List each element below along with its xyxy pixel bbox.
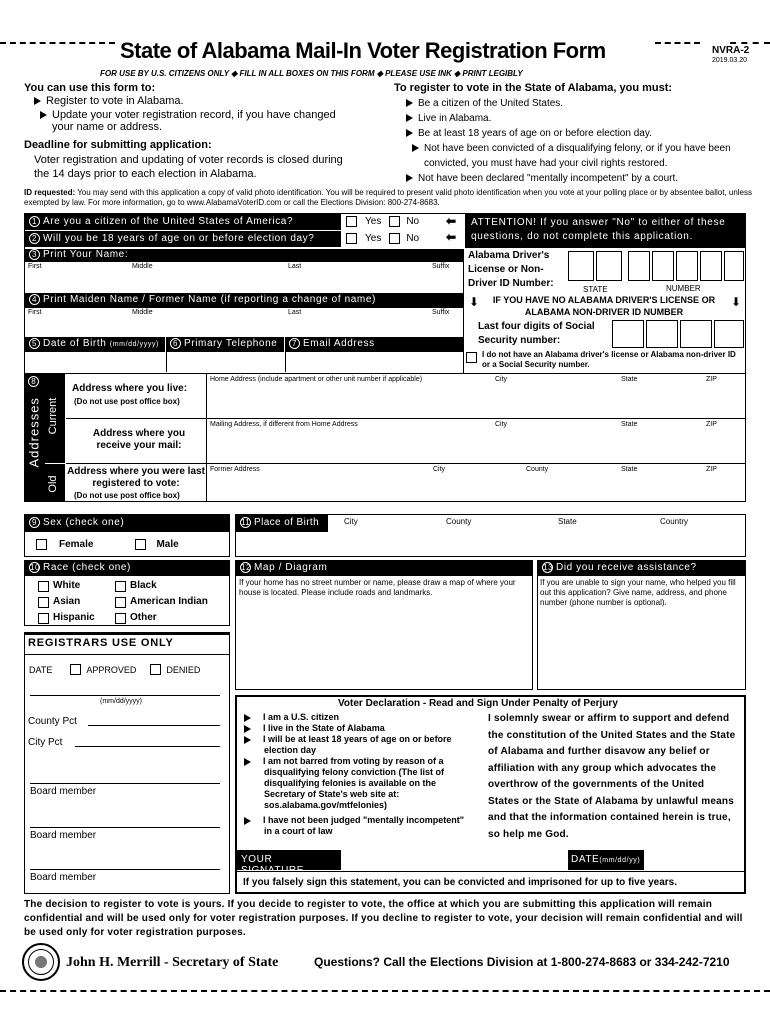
name-first: First — [28, 263, 42, 270]
ssn-box[interactable] — [646, 320, 678, 348]
former-address-input[interactable] — [207, 464, 745, 501]
declaration-item: I am not barred from voting by reason of a disqualifying felony conviction (The list of disqualifying felonies is available on the Secretary of State's web site at: sos.alabama.gov/mtfelonies) — [244, 756, 474, 811]
q2-banner: 2 Will you be 18 years of age on or before election day? — [25, 231, 341, 247]
questions-text: Questions? Call the Elections Division at 1-800-274-8683 or 334-242-7210 — [314, 955, 730, 969]
q1-options: Yes No — [346, 216, 419, 227]
maiden-middle: Middle — [132, 309, 153, 316]
arrow-left-icon: ⬅ — [446, 214, 457, 228]
must-list — [406, 96, 756, 186]
declaration-items — [244, 712, 474, 837]
number-label: NUMBER — [666, 284, 701, 293]
use-item: Register to vote in Alabama. — [34, 95, 354, 107]
q11-banner: 11 Place of Birth — [236, 515, 328, 532]
must-item: Be at least 18 years of age on or before election day. — [406, 126, 756, 141]
city-pct-label: City Pct — [28, 737, 63, 748]
email-input[interactable] — [285, 352, 463, 372]
registrars-heading: REGISTRARS USE ONLY — [28, 637, 174, 649]
q5-banner: 5 Date of Birth (mm/dd/yyyy) — [25, 337, 165, 352]
signature-label: YOUR SIGNATURE — [237, 850, 341, 870]
use-item: Update your voter registration record, if you have changed your name or address. — [34, 109, 354, 133]
q10-banner: 10 Race (check one) — [25, 561, 229, 576]
mailing-address-label: Mailing Address, if different from Home Address — [210, 421, 358, 428]
alabama-seal-icon — [22, 943, 60, 981]
sex-options: Female Male — [36, 539, 179, 550]
q6-banner: 6 Primary Telephone — [166, 337, 284, 352]
home-address-label: Home Address (include apartment or other unit number if applicable) — [210, 376, 423, 383]
former-county-label: County — [526, 466, 549, 473]
no-id-text: I do not have an Alabama driver's license or Alabama non-driver ID or a Social Security number. — [482, 350, 736, 369]
phone-input[interactable] — [166, 352, 284, 372]
no-po-note: (Do not use post office box) — [74, 397, 180, 406]
form-subtitle: FOR USE BY U.S. CITIZENS ONLY ◆ FILL IN ALL BOXES ON THIS FORM ◆ PLEASE USE INK ◆ PRINT LEGIBLY — [100, 69, 523, 78]
license-state-box[interactable] — [596, 251, 622, 281]
birth-country-label: Country — [660, 517, 689, 526]
q2-yes-checkbox[interactable] — [346, 233, 357, 244]
old-label: Old — [47, 475, 59, 493]
license-number-box[interactable] — [628, 251, 650, 281]
assistance-description: If you are unable to sign your name, who helped you fill out this application? Give name, address, and phone number (phone number is optional). — [540, 578, 736, 607]
maiden-suffix: Suffix — [432, 309, 450, 316]
declaration-heading: Voter Declaration - Read and Sign Under Penalty of Perjury — [338, 698, 618, 709]
hispanic-checkbox[interactable] — [38, 613, 49, 624]
must-item: Be a citizen of the United States. — [406, 96, 756, 111]
must-item: Live in Alabama. — [406, 111, 756, 126]
home-city-label: City — [495, 376, 508, 383]
arrow-down-icon: ⬇ — [731, 295, 742, 309]
declaration-item: I will be at least 18 years of age on or before election day — [244, 734, 474, 756]
former-label: Address where you were last registered to vote: — [67, 466, 205, 489]
signature-date-input[interactable] — [645, 850, 744, 870]
american-indian-checkbox[interactable] — [115, 597, 126, 608]
no-id-checkbox[interactable] — [466, 352, 477, 363]
form-code: NVRA-2 — [712, 45, 750, 56]
q8-number: 8 — [28, 376, 42, 387]
q12-banner: 12 Map / Diagram — [236, 561, 532, 576]
arrow-down-icon: ⬇ — [469, 295, 480, 309]
board-member-label: Board member — [30, 786, 97, 797]
mail-label: Address where you receive your mail: — [92, 428, 186, 451]
deadline-text: Voter registration and updating of voter records is closed during the 14 days prior to each election in Alabama. — [34, 154, 343, 180]
mail-state-label: State — [621, 421, 638, 428]
dob-input[interactable] — [26, 352, 165, 372]
license-number-box[interactable] — [676, 251, 698, 281]
former-state-label: State — [621, 466, 638, 473]
ssn-box[interactable] — [680, 320, 712, 348]
former-address-label: Former Address — [210, 466, 260, 473]
q1-banner: 1 Are you a citizen of the United States of America? — [25, 214, 341, 230]
declaration-item: I live in the State of Alabama — [244, 723, 474, 734]
name-middle: Middle — [132, 263, 153, 270]
former-city-label: City — [433, 466, 446, 473]
addresses-label: Addresses — [26, 397, 42, 468]
arrow-left-icon: ⬅ — [446, 230, 457, 244]
decision-text: The decision to register to vote is yours. If you decide to register to vote, the office at which you are submitting this application will remain confidential and will be used only for voter registration purposes. If you decline to register to vote, your decision will remain confidential and will be used only for voter registration purposes. — [24, 899, 743, 938]
birth-state-label: State — [558, 517, 577, 526]
license-number-box[interactable] — [652, 251, 674, 281]
signature-date-label: DATE(mm/dd/yy) — [568, 850, 644, 870]
must-heading: To register to vote in the State of Alabama, you must: — [394, 82, 673, 94]
name-suffix: Suffix — [432, 263, 450, 270]
home-address-input[interactable] — [206, 374, 745, 418]
registrar-date-hint: (mm/dd/yyyy) — [100, 698, 142, 705]
black-checkbox[interactable] — [115, 581, 126, 592]
license-number-box[interactable] — [724, 251, 744, 281]
registrar-status: DATE APPROVED DENIED — [29, 664, 201, 675]
birth-city-label: City — [344, 517, 358, 526]
must-item: Not have been convicted of a disqualifying felony, or if you have been convicted, you must have had your civil rights restored. — [406, 141, 756, 171]
attention-banner: ATTENTION! If you answer "No" to either of these questions, do not complete this application. — [465, 214, 745, 248]
q2-options: Yes No — [346, 233, 419, 244]
ssn-box[interactable] — [714, 320, 744, 348]
id-requested: ID requested: You may send with this application a copy of valid photo identification. You will be required to present valid photo identification when you vote at your polling place or by absentee ballot, unless exempted by law. For more information, go to www.AlabamaVoterID.com or call the Elections Division: 800-274-8683. — [24, 188, 753, 207]
race-options: White Black Asian American Indian Hispanic Other — [38, 578, 208, 626]
license-label: Alabama Driver's License or Non-Driver ID Number: — [468, 250, 554, 289]
form-title: State of Alabama Mail-In Voter Registration Form — [120, 38, 606, 63]
live-label: Address where you live: — [72, 383, 188, 394]
perjury-warning: If you falsely sign this statement, you can be convicted and imprisoned for up to five years. — [243, 877, 677, 888]
white-checkbox[interactable] — [38, 581, 49, 592]
declaration-item: I have not been judged "mentally incompetent" in a court of law — [244, 815, 474, 837]
q2-no-checkbox[interactable] — [389, 233, 400, 244]
signature-input[interactable] — [342, 850, 567, 870]
q4-banner: 4 Print Maiden Name / Former Name (if reporting a change of name) — [25, 293, 463, 308]
q1-yes-checkbox[interactable] — [346, 216, 357, 227]
oath-text: I solemnly swear or affirm to support and defend the constitution of the United States and the State of Alabama and further disavow any belief or affiliation with any group which advocates the overthrow of the governments of the United States or the State of Alabama by unlawful means and that the information contained herein is true, so help me God. — [488, 713, 736, 840]
license-state-box[interactable] — [568, 251, 594, 281]
former-zip-label: ZIP — [706, 466, 717, 473]
maiden-first: First — [28, 309, 42, 316]
name-input[interactable] — [26, 262, 462, 292]
state-label: STATE — [583, 285, 608, 294]
q13-banner: 13 Did you receive assistance? — [538, 561, 745, 576]
ssn-label: Last four digits of Social Security number: — [478, 321, 595, 346]
q3-banner: 3 Print Your Name: — [25, 249, 463, 262]
secretary-name: John H. Merrill - Secretary of State — [66, 955, 279, 970]
use-heading: You can use this form to: — [24, 82, 156, 94]
declaration-item: I am a U.S. citizen — [244, 712, 474, 723]
asian-checkbox[interactable] — [38, 597, 49, 608]
form-date: 2019.03.20 — [712, 57, 748, 64]
board-member-label: Board member — [30, 872, 97, 883]
q7-banner: 7 Email Address — [285, 337, 463, 352]
ssn-box[interactable] — [612, 320, 644, 348]
mail-zip-label: ZIP — [706, 421, 717, 428]
other-checkbox[interactable] — [115, 613, 126, 624]
maiden-name-input[interactable] — [26, 308, 462, 336]
current-label: Current — [47, 397, 59, 435]
maiden-last: Last — [288, 309, 302, 316]
deadline-heading: Deadline for submitting application: — [24, 139, 212, 151]
no-license-note: IF YOU HAVE NO ALABAMA DRIVER'S LICENSE OR ALABAMA NON-DRIVER ID NUMBER — [492, 295, 716, 317]
name-last: Last — [288, 263, 302, 270]
place-of-birth-input[interactable] — [330, 530, 744, 556]
mailing-address-input[interactable] — [207, 419, 745, 462]
female-checkbox[interactable] — [36, 539, 47, 550]
q1-no-checkbox[interactable] — [389, 216, 400, 227]
board-member-label: Board member — [30, 830, 97, 841]
license-number-box[interactable] — [700, 251, 722, 281]
birth-county-label: County — [446, 517, 472, 526]
map-description: If your home has no street number or name, please draw a map of where your house is located. Please include roads and landmarks. — [239, 578, 516, 597]
denied-checkbox[interactable] — [150, 664, 161, 675]
mail-city-label: City — [495, 421, 508, 428]
approved-checkbox[interactable] — [70, 664, 81, 675]
male-checkbox[interactable] — [135, 539, 146, 550]
county-pct-label: County Pct — [28, 716, 77, 727]
former-no-po: (Do not use post office box) — [74, 491, 180, 500]
home-zip-label: ZIP — [706, 376, 717, 383]
q9-banner: 9 Sex (check one) — [25, 515, 229, 532]
home-state-label: State — [621, 376, 638, 383]
must-item: Not have been declared "mentally incompetent" by a court. — [406, 171, 756, 186]
